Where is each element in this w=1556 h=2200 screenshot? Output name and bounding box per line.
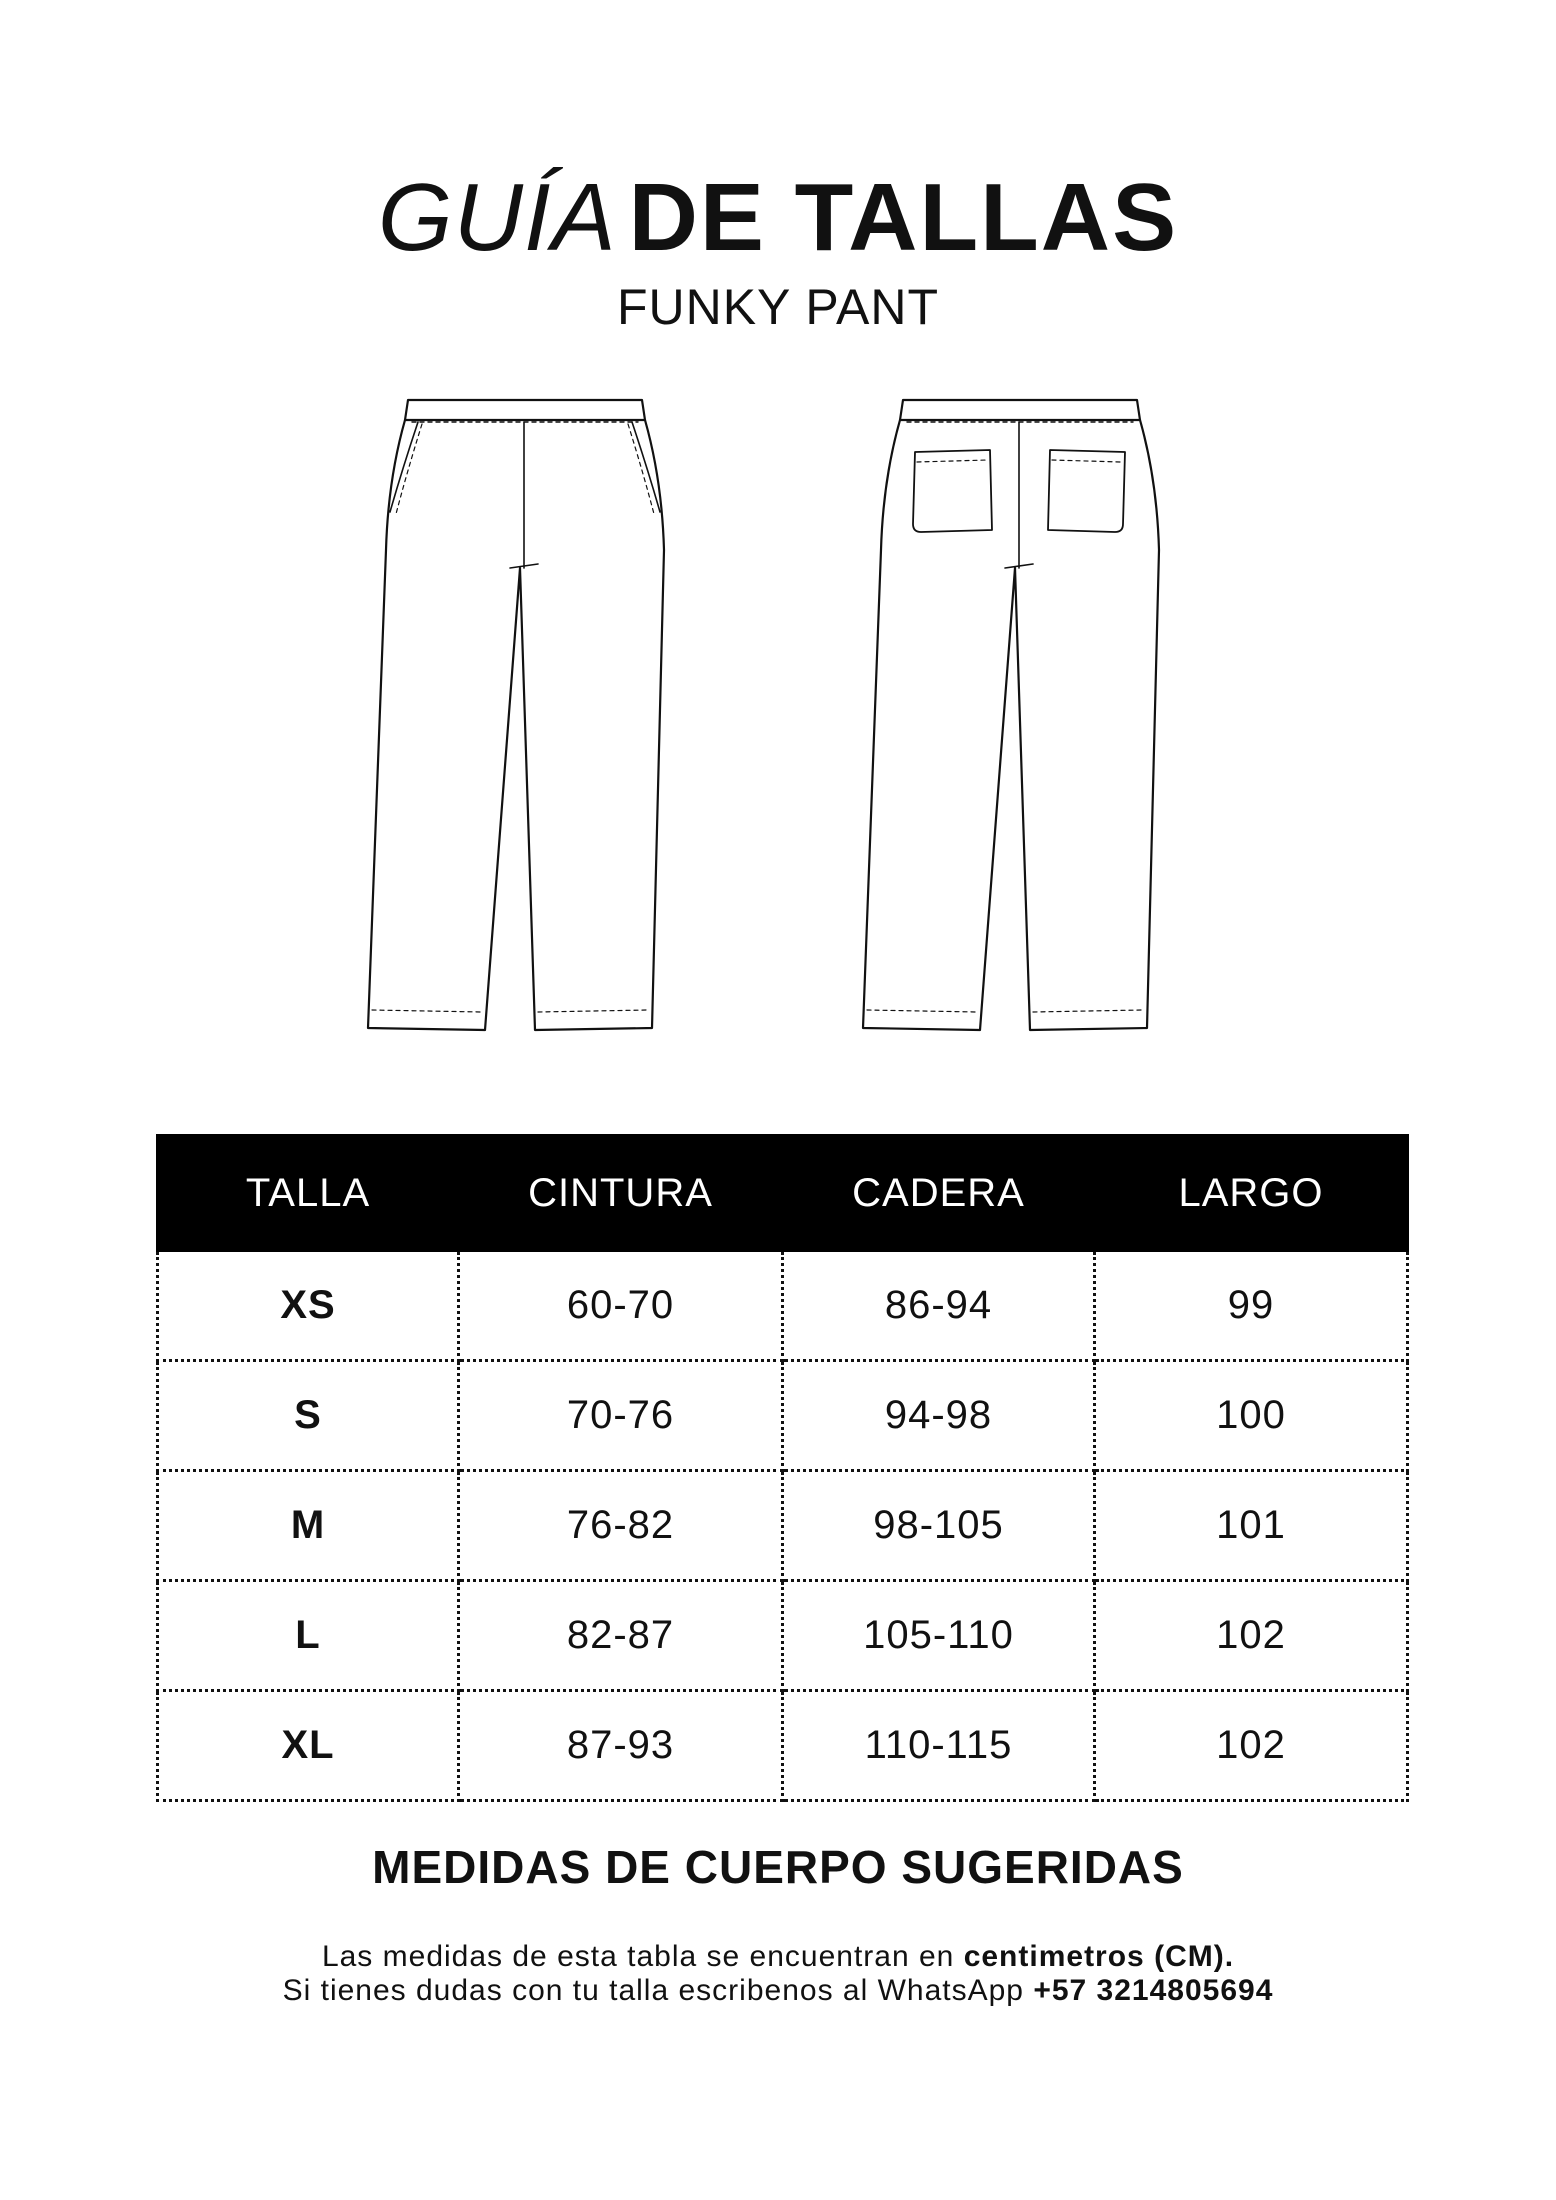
table-row — [158, 1251, 1408, 1361]
table-row — [158, 1691, 1408, 1801]
waist-cell: 87-93 — [459, 1691, 783, 1801]
length-cell: 101 — [1095, 1471, 1408, 1581]
hip-cell: 86-94 — [783, 1251, 1095, 1361]
table-row — [158, 1581, 1408, 1691]
size-cell: S — [158, 1361, 459, 1471]
length-cell: 102 — [1095, 1691, 1408, 1801]
pants-back-icon — [855, 390, 1185, 1040]
waist-cell: 76-82 — [459, 1471, 783, 1581]
column-header-talla: TALLA — [158, 1136, 459, 1251]
waist-cell: 60-70 — [459, 1251, 783, 1361]
length-cell: 102 — [1095, 1581, 1408, 1691]
measures-heading: MEDIDAS DE CUERPO SUGERIDAS — [372, 1841, 1184, 1893]
column-header-largo: LARGO — [1095, 1136, 1408, 1251]
waist-cell: 70-76 — [459, 1361, 783, 1471]
size-cell: M — [158, 1471, 459, 1581]
product-name: FUNKY PANT — [616, 279, 940, 335]
hip-cell: 105-110 — [783, 1581, 1095, 1691]
whatsapp-number: +57 3214805694 — [1033, 1974, 1274, 2007]
pants-front-icon — [360, 390, 690, 1040]
units-note — [0, 1940, 1556, 1974]
table-row — [158, 1471, 1408, 1581]
size-cell: XL — [158, 1691, 459, 1801]
size-table — [156, 1134, 1409, 1802]
whatsapp-note — [0, 1974, 1556, 2008]
title-bold: DE TALLAS — [628, 164, 1179, 271]
units-note-text: Las medidas de esta tabla se encuentran en — [321, 1940, 964, 1973]
hip-cell: 94-98 — [783, 1361, 1095, 1471]
table-header-row — [158, 1136, 1408, 1251]
whatsapp-note-text: Si tienes dudas con tu talla escribenos al WhatsApp — [282, 1974, 1034, 2007]
table-row — [158, 1361, 1408, 1471]
waist-cell: 82-87 — [459, 1581, 783, 1691]
length-cell: 100 — [1095, 1361, 1408, 1471]
length-cell: 99 — [1095, 1251, 1408, 1361]
units-note-bold: centimetros (CM). — [963, 1940, 1235, 1973]
size-cell: XS — [158, 1251, 459, 1361]
hip-cell: 110-115 — [783, 1691, 1095, 1801]
hip-cell: 98-105 — [783, 1471, 1095, 1581]
column-header-cadera: CADERA — [783, 1136, 1095, 1251]
title-light: GUÍA — [377, 164, 617, 271]
size-cell: L — [158, 1581, 459, 1691]
page-title — [0, 164, 1556, 271]
column-header-cintura: CINTURA — [459, 1136, 783, 1251]
